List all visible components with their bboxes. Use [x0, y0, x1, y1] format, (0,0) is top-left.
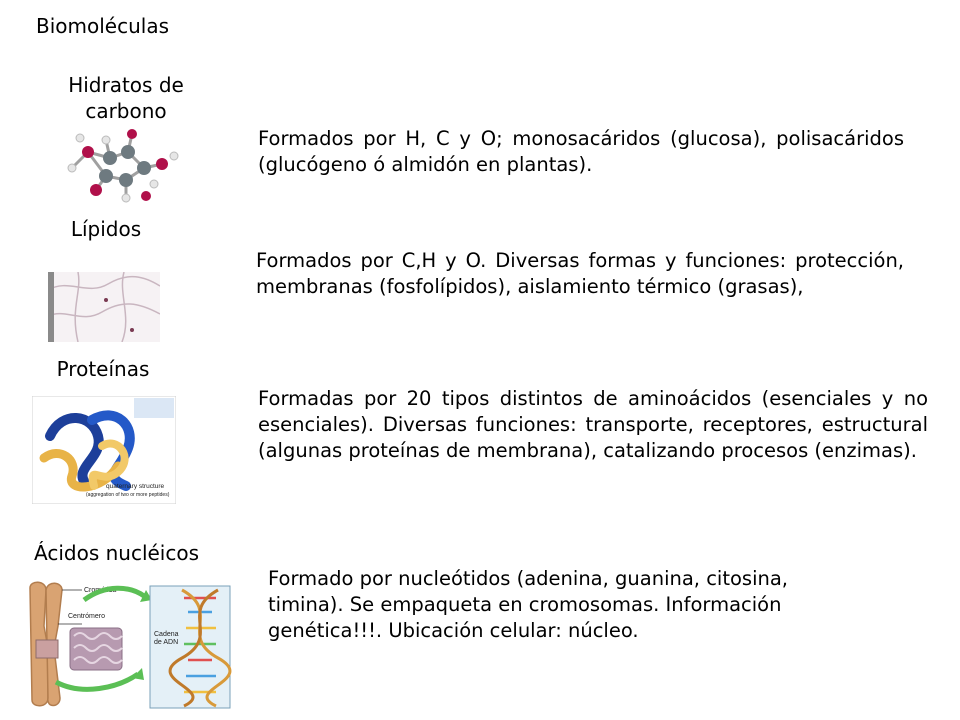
chromosome-dna-image	[26, 578, 232, 710]
protein-caption: quaternary structure	[106, 483, 165, 490]
adipose-tissue-image	[48, 272, 160, 342]
section-text-lipids: Formados por C,H y O. Diversas formas y funciones: protección, membranas (fosfolípidos), aislamiento térmico (grasas),	[256, 249, 904, 298]
section-label-proteins: Proteínas	[56, 357, 150, 381]
section-text-carbohydrates: Formados por H, C y O; monosacáridos (glucosa), polisacáridos (glucógeno ó almidón en plantas).	[258, 127, 904, 176]
slide-title: Biomoléculas	[36, 14, 169, 38]
section-label-lipids: Lípidos	[70, 217, 142, 241]
section-label-carbohydrates: Hidratos de carbono	[68, 73, 184, 123]
section-text-nucleic-acids: Formado por nucleótidos (adenina, guanina, citosina, timina). Se empaqueta en cromosomas. Información genética!!!. Ubicación celular: núcleo.	[268, 567, 788, 642]
section-label-nucleic-acids: Ácidos nucléicos	[34, 541, 200, 565]
chromatid-label: Cromátida	[84, 587, 117, 594]
dna-label-1: Cadena	[154, 631, 179, 638]
protein-structure-image	[32, 396, 176, 504]
centromere-label: Centrómero	[68, 613, 105, 620]
section-text-proteins: Formadas por 20 tipos distintos de aminoácidos (esenciales y no esenciales). Diversas funciones: transporte, receptores, estructural (algunas proteínas de membrana), catalizando procesos (enzimas).	[258, 387, 928, 462]
protein-caption-sub: (aggregation of two or more peptides)	[86, 492, 170, 498]
dna-label-2: de ADN	[154, 639, 179, 646]
glucose-molecule-image	[58, 124, 188, 208]
